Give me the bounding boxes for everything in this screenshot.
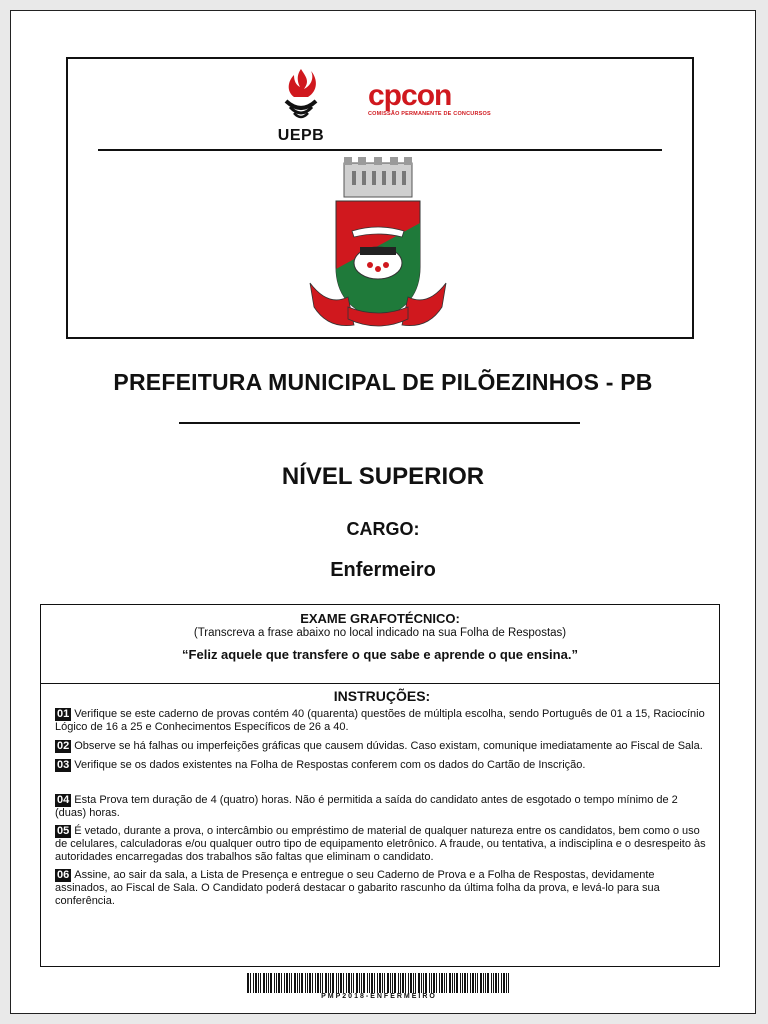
instruction-item bbox=[55, 794, 709, 820]
barcode-label: PMP2018-ENFERMEIRO bbox=[321, 993, 437, 1000]
instruction-text: Assine, ao sair da sala, a Lista de Presença e entregue o seu Caderno de Prova e a Folha de Respostas, devidamente assinados, ao Fiscal de Sala. O Candidato poderá destacar o gabarito rascunho da última folha da prova, e levá-lo para sua conferência. bbox=[55, 869, 660, 907]
flame-icon bbox=[274, 67, 328, 127]
exam-subtitle: (Transcreva a frase abaixo no local indicado na sua Folha de Respostas) bbox=[193, 627, 567, 639]
cpcon-subtitle: COMISSÃO PERMANENTE DE CONCURSOS bbox=[368, 111, 491, 117]
instruction-text: Verifique se este caderno de provas contém 40 (quarenta) questões de múltipla escolha, sendo Português de 01 a 15, Raciocínio Lógico de 16 a 25 e Conhecimentos Específicos de 26 a 40. bbox=[55, 708, 705, 733]
exam-quote: “Feliz aquele que transfere o que sabe e aprende o que ensina.” bbox=[182, 647, 578, 662]
cargo-label: CARGO: bbox=[346, 519, 420, 539]
instruction-text: Verifique se os dados existentes na Folha de Respostas conferem com os dados do Cartão de Inscrição. bbox=[74, 758, 586, 771]
instruction-text: Observe se há falhas ou imperfeições gráficas que causem dúvidas. Caso existam, comunique imediatamente ao Fiscal de Sala. bbox=[74, 739, 703, 752]
uepb-label: UEPB bbox=[277, 127, 325, 144]
instruction-text: Esta Prova tem duração de 4 (quatro) horas. Não é permitida a saída do candidato antes de esgotado o tempo mínimo de 2 (duas) horas. bbox=[55, 793, 678, 819]
logo-divider bbox=[98, 149, 662, 151]
coat-of-arms bbox=[308, 157, 448, 333]
page-title: PREFEITURA MUNICIPAL DE PILÕEZINHOS - PB bbox=[113, 369, 653, 395]
instructions-box bbox=[40, 684, 720, 967]
coat-of-arms-icon bbox=[308, 157, 448, 333]
instruction-number: 05 bbox=[57, 825, 70, 837]
instruction-number: 04 bbox=[57, 793, 70, 806]
exam-cover-page bbox=[10, 10, 756, 1014]
level-heading: NÍVEL SUPERIOR bbox=[281, 463, 485, 490]
instruction-number: 03 bbox=[57, 758, 70, 771]
logo-box bbox=[66, 57, 694, 339]
cpcon-logo bbox=[368, 79, 491, 131]
instructions-title: INSTRUÇÕES: bbox=[333, 688, 431, 704]
instruction-number: 06 bbox=[57, 869, 70, 881]
cpcon-wordmark: cpcon bbox=[368, 79, 452, 112]
cargo-value: Enfermeiro bbox=[330, 559, 436, 581]
instruction-item bbox=[55, 740, 709, 753]
instruction-item bbox=[55, 759, 709, 772]
instruction-item bbox=[55, 708, 709, 734]
exam-grafotecnico-box bbox=[40, 604, 720, 684]
uepb-logo bbox=[274, 67, 328, 147]
instruction-item bbox=[55, 825, 709, 863]
instruction-text: É vetado, durante a prova, o intercâmbio ou empréstimo de material de qualquer natureza entre os candidatos, bem como o uso de celulares, calculadoras e/ou qualquer outro tipo de equipamento eletrônico. A fraude, ou tentativa, a indisciplina e o desrespeito às autoridades encarregadas dos trabalhos são faltas que eliminam o candidato. bbox=[55, 825, 706, 863]
instruction-number: 02 bbox=[57, 739, 70, 752]
exam-title: EXAME GRAFOTÉCNICO: bbox=[300, 611, 460, 626]
title-divider bbox=[179, 422, 580, 424]
instruction-item bbox=[55, 869, 709, 907]
barcode bbox=[247, 973, 511, 993]
instruction-number: 01 bbox=[57, 708, 70, 720]
